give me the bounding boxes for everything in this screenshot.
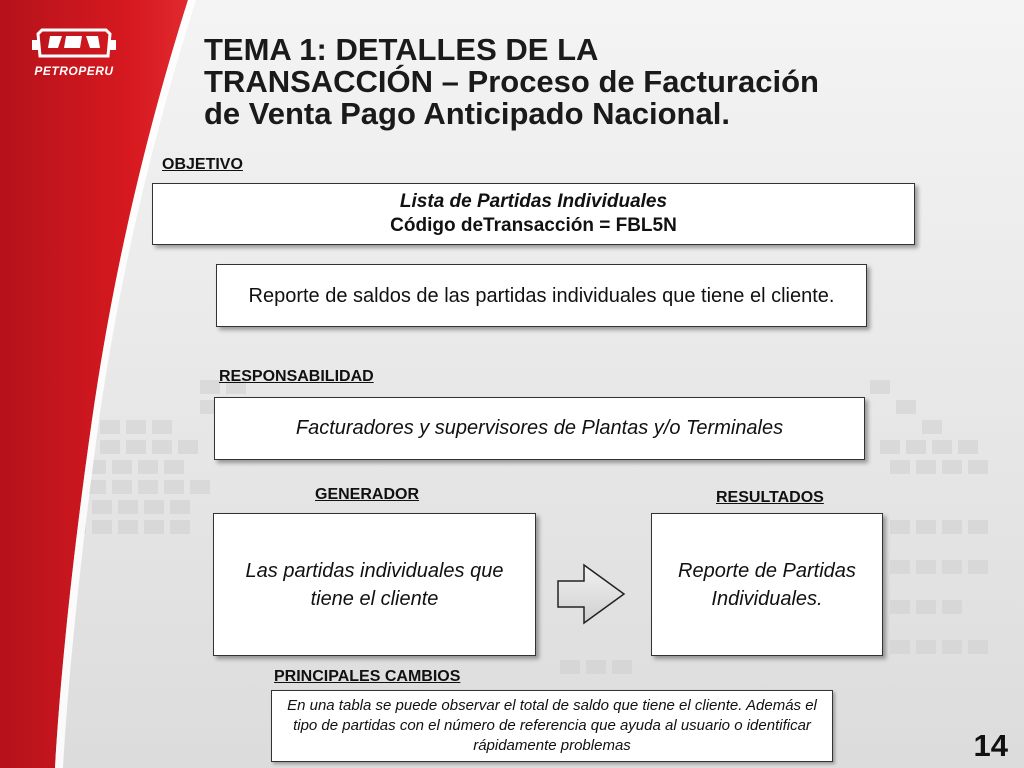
page-title <box>204 34 924 130</box>
page-number: 14 <box>973 728 1008 763</box>
responsabilidad-box <box>214 397 865 460</box>
title-line-2: TRANSACCIÓN – Proceso de Facturación <box>204 64 819 99</box>
objetivo-label: OBJETIVO <box>162 156 243 173</box>
objetivo-line-1: Lista de Partidas Individuales <box>399 191 668 212</box>
generador-text: Las partidas individuales que tiene el cliente <box>245 559 504 610</box>
petroperu-logo <box>18 26 130 82</box>
cambios-text: En una tabla se puede observar el total de saldo que tiene el cliente. Además el tipo de partidas con el número de referencia que ayuda al usuario o identificar rápidamente problemas <box>287 697 817 754</box>
responsabilidad-label: RESPONSABILIDAD <box>219 368 374 385</box>
resultados-text: Reporte de Partidas Individuales. <box>678 559 856 610</box>
objetivo-line-2: Código deTransacción = FBL5N <box>390 215 677 236</box>
cambios-box <box>271 690 833 762</box>
resultados-box <box>651 513 883 656</box>
title-line-1: TEMA 1: DETALLES DE LA <box>204 32 599 67</box>
petroperu-logo-icon <box>18 26 130 62</box>
title-line-3: de Venta Pago Anticipado Nacional. <box>204 96 730 131</box>
objetivo-box <box>152 183 915 245</box>
logo-wordmark: PETROPERU <box>34 64 114 78</box>
resultados-label: RESULTADOS <box>716 489 824 506</box>
arrow-right-icon <box>556 563 628 625</box>
objetivo-description-box <box>216 264 867 327</box>
responsabilidad-text: Facturadores y supervisores de Plantas y/o Terminales <box>295 417 784 439</box>
objetivo-description: Reporte de saldos de las partidas individuales que tiene el cliente. <box>248 284 835 307</box>
cambios-label: PRINCIPALES CAMBIOS <box>274 668 461 685</box>
generador-box <box>213 513 536 656</box>
generador-label: GENERADOR <box>315 486 420 503</box>
